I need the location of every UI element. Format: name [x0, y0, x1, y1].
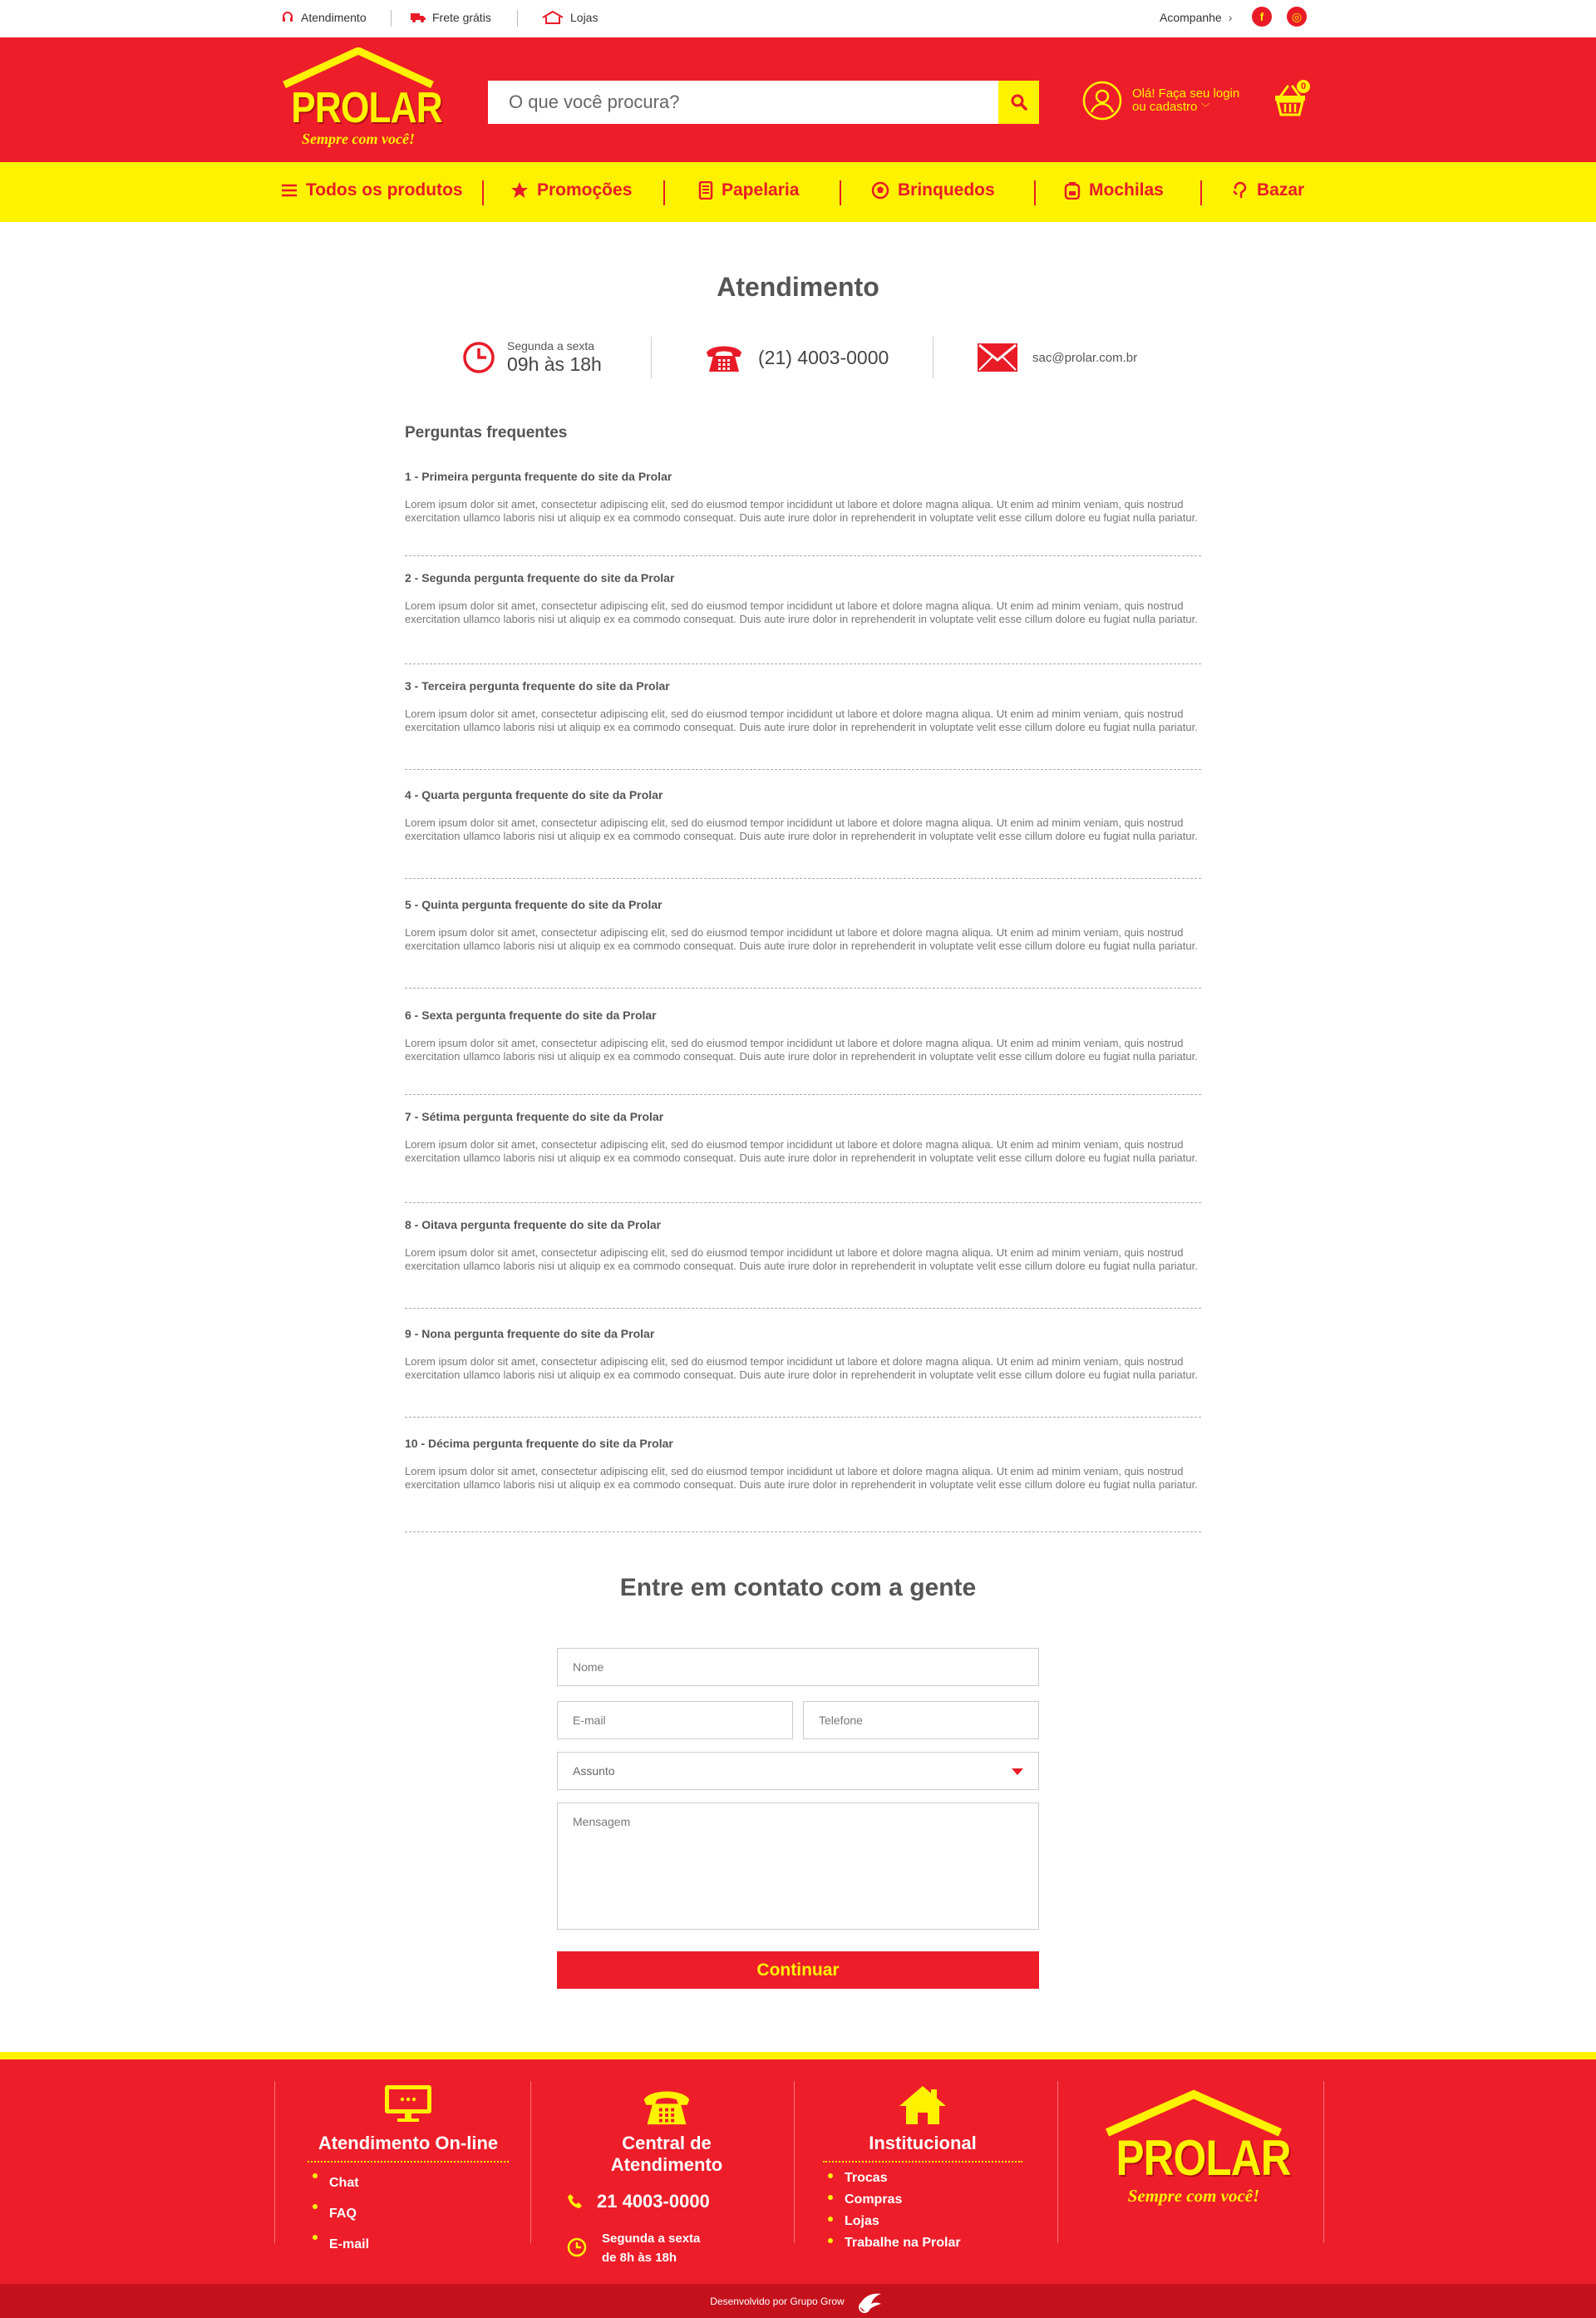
page-title: Atendimento	[717, 272, 879, 302]
faq-question: 10 - Décima pergunta frequente do site da Prolar	[405, 1437, 673, 1450]
faq-question: 4 - Quarta pergunta frequente do site da Prolar	[405, 788, 663, 801]
footer-hours-line1: Segunda a sexta	[602, 2232, 701, 2246]
search-icon	[1011, 94, 1027, 111]
divider	[517, 10, 518, 27]
credit-text: Desenvolvido por Grupo Grow	[710, 2295, 845, 2307]
faq-item[interactable]	[405, 1437, 1201, 1492]
faq-answer: Lorem ipsum dolor sit amet, consectetur adipiscing elit, sed do eiusmod tempor incididunt ut labore et dolore magna aliqua. Ut enim ad minim veniam, quis nostrud exercitation ullamco laboris nisi ut aliquip ex ea commodo consequat. Duis aute irure dolor in reprehenderit in voluptate velit esse cillum dolore eu fugiat nulla pariatur.	[405, 926, 1198, 952]
faq-question: 8 - Oitava pergunta frequente do site da Prolar	[405, 1218, 662, 1231]
home-icon	[898, 2084, 948, 2126]
nav-item-label: Bazar	[1257, 180, 1305, 200]
footer-link-label: Trocas	[845, 2171, 888, 2185]
footer-link-trabalhe[interactable]	[823, 2232, 1022, 2254]
caret-down-icon	[1012, 1768, 1023, 1775]
star-icon	[510, 181, 529, 200]
faq-answer: Lorem ipsum dolor sit amet, consectetur adipiscing elit, sed do eiusmod tempor incididunt ut labore et dolore magna aliqua. Ut enim ad minim veniam, quis nostrud exercitation ullamco laboris nisi ut aliquip ex ea commodo consequat. Duis aute irure dolor in reprehenderit in voluptate velit esse cillum dolore eu fugiat nulla pariatur.	[405, 1355, 1198, 1381]
faq-answer: Lorem ipsum dolor sit amet, consectetur adipiscing elit, sed do eiusmod tempor incididunt ut labore et dolore magna aliqua. Ut enim ad minim veniam, quis nostrud exercitation ullamco laboris nisi ut aliquip ex ea commodo consequat. Duis aute irure dolor in reprehenderit in voluptate velit esse cillum dolore eu fugiat nulla pariatur.	[405, 1037, 1198, 1063]
footer-link-label: FAQ	[329, 2207, 357, 2221]
cart-count-badge: 0	[1297, 80, 1310, 93]
bottom-bar	[0, 2284, 1596, 2318]
phone-field[interactable]	[803, 1701, 1039, 1739]
topbar-frete-label: Frete grátis	[432, 11, 491, 24]
hours-info	[462, 337, 602, 378]
chevron-down-icon: ﹀	[1200, 102, 1210, 113]
faq-answer: Lorem ipsum dolor sit amet, consectetur adipiscing elit, sed do eiusmod tempor incididunt ut labore et dolore magna aliqua. Ut enim ad minim veniam, quis nostrud exercitation ullamco laboris nisi ut aliquip ex ea commodo consequat. Duis aute irure dolor in reprehenderit in voluptate velit esse cillum dolore eu fugiat nulla pariatur.	[405, 1138, 1198, 1164]
faq-answer: Lorem ipsum dolor sit amet, consectetur adipiscing elit, sed do eiusmod tempor incididunt ut labore et dolore magna aliqua. Ut enim ad minim veniam, quis nostrud exercitation ullamco laboris nisi ut aliquip ex ea commodo consequat. Duis aute irure dolor in reprehenderit in voluptate velit esse cillum dolore eu fugiat nulla pariatur.	[405, 498, 1198, 524]
faq-item[interactable]	[405, 1110, 1201, 1165]
faq-answer: Lorem ipsum dolor sit amet, consectetur adipiscing elit, sed do eiusmod tempor incididunt ut labore et dolore magna aliqua. Ut enim ad minim veniam, quis nostrud exercitation ullamco laboris nisi ut aliquip ex ea commodo consequat. Duis aute irure dolor in reprehenderit in voluptate velit esse cillum dolore eu fugiat nulla pariatur.	[405, 1246, 1198, 1272]
search-button[interactable]	[998, 81, 1039, 124]
divider	[794, 2081, 795, 2243]
footer-link-email[interactable]	[308, 2229, 509, 2260]
top-bar	[0, 0, 1596, 37]
faq-answer: Lorem ipsum dolor sit amet, consectetur adipiscing elit, sed do eiusmod tempor incididunt ut labore et dolore magna aliqua. Ut enim ad minim veniam, quis nostrud exercitation ullamco laboris nisi ut aliquip ex ea commodo consequat. Duis aute irure dolor in reprehenderit in voluptate velit esse cillum dolore eu fugiat nulla pariatur.	[405, 599, 1198, 625]
divider	[482, 180, 484, 205]
facebook-icon[interactable]: f	[1252, 7, 1272, 27]
clock-icon	[462, 341, 495, 374]
bazar-icon	[1232, 181, 1249, 200]
footer-central-title: Central de Atendimento	[610, 2133, 723, 2175]
faq-item[interactable]	[405, 470, 1201, 525]
phone-number[interactable]: (21) 4003-0000	[758, 346, 889, 368]
headset-icon	[281, 11, 294, 24]
faq-divider	[405, 555, 1201, 556]
menu-icon	[281, 184, 298, 197]
nav-item-promocoes[interactable]	[510, 180, 632, 200]
monitor-chat-icon	[384, 2084, 432, 2123]
faq-divider	[405, 1094, 1201, 1095]
faq-item[interactable]	[405, 1327, 1201, 1382]
nav-item-bazar[interactable]	[1232, 180, 1304, 200]
footer-logo-tagline: Sempre com você!	[1127, 2186, 1260, 2206]
footer-central-column	[567, 2084, 766, 2267]
faq-divider	[405, 769, 1201, 770]
faq-title: Perguntas frequentes	[405, 424, 568, 441]
continue-button[interactable]: Continuar	[557, 1951, 1039, 1989]
notebook-icon	[698, 181, 713, 200]
faq-question: 5 - Quinta pergunta frequente do site da Prolar	[405, 898, 663, 911]
divider	[391, 10, 392, 27]
divider	[1057, 2081, 1058, 2243]
divider	[1323, 2081, 1324, 2243]
topbar-atendimento-link[interactable]	[281, 11, 367, 24]
topbar-lojas-link[interactable]	[542, 11, 598, 24]
footer-link-label: E-mail	[329, 2237, 370, 2251]
faq-divider	[405, 1308, 1201, 1309]
nav-item-brinquedos[interactable]	[871, 180, 995, 200]
faq-item[interactable]	[405, 571, 1201, 626]
footer-link-label: Lojas	[845, 2214, 879, 2228]
faq-question: 6 - Sexta pergunta frequente do site da Prolar	[405, 1009, 657, 1022]
nav-item-label: Todos os produtos	[306, 180, 463, 200]
follow-link[interactable]	[1160, 11, 1232, 24]
nav-item-mochilas[interactable]	[1064, 180, 1164, 200]
store-icon	[542, 11, 564, 24]
telephone-icon	[641, 2084, 692, 2128]
cart-button[interactable]	[1273, 83, 1308, 118]
login-line1: Olá! Faça seu login	[1132, 86, 1240, 101]
divider	[663, 180, 665, 205]
footer-link-faq[interactable]	[308, 2198, 509, 2229]
divider	[1034, 180, 1036, 205]
faq-item[interactable]	[405, 1218, 1201, 1273]
faq-item[interactable]	[405, 898, 1201, 953]
nav-item-papelaria[interactable]	[698, 180, 799, 200]
faq-question: 9 - Nona pergunta frequente do site da Prolar	[405, 1327, 655, 1340]
topbar-lojas-label: Lojas	[570, 11, 598, 24]
footer-online-column	[308, 2084, 509, 2260]
search-input[interactable]	[488, 81, 995, 124]
user-icon	[1082, 81, 1122, 121]
divider	[651, 337, 652, 378]
faq-answer: Lorem ipsum dolor sit amet, consectetur adipiscing elit, sed do eiusmod tempor incididunt ut labore et dolore magna aliqua. Ut enim ad minim veniam, quis nostrud exercitation ullamco laboris nisi ut aliquip ex ea commodo consequat. Duis aute irure dolor in reprehenderit in voluptate velit esse cillum dolore eu fugiat nulla pariatur.	[405, 816, 1198, 842]
chevron-right-icon: ›	[1228, 11, 1233, 24]
faq-question: 3 - Terceira pergunta frequente do site da Prolar	[405, 679, 670, 693]
footer-link-lojas[interactable]	[823, 2211, 1022, 2232]
footer-stripe	[0, 2052, 1596, 2059]
faq-divider	[405, 988, 1201, 989]
faq-item[interactable]	[405, 679, 1201, 734]
faq-answer: Lorem ipsum dolor sit amet, consectetur adipiscing elit, sed do eiusmod tempor incididunt ut labore et dolore magna aliqua. Ut enim ad minim veniam, quis nostrud exercitation ullamco laboris nisi ut aliquip ex ea commodo consequat. Duis aute irure dolor in reprehenderit in voluptate velit esse cillum dolore eu fugiat nulla pariatur.	[405, 708, 1198, 733]
footer-institutional-column	[823, 2084, 1022, 2254]
footer-link-compras[interactable]	[823, 2189, 1022, 2211]
nav-item-todos[interactable]	[281, 180, 463, 200]
footer-phone[interactable]: 21 4003-0000	[597, 2191, 710, 2212]
faq-answer: Lorem ipsum dolor sit amet, consectetur adipiscing elit, sed do eiusmod tempor incididunt ut labore et dolore magna aliqua. Ut enim ad minim veniam, quis nostrud exercitation ullamco laboris nisi ut aliquip ex ea commodo consequat. Duis aute irure dolor in reprehenderit in voluptate velit esse cillum dolore eu fugiat nulla pariatur.	[405, 1465, 1198, 1491]
nav-item-label: Mochilas	[1089, 180, 1164, 200]
email-address[interactable]: sac@prolar.com.br	[1032, 350, 1138, 365]
search-bar	[488, 81, 1039, 124]
footer-hours-line2: de 8h às 18h	[602, 2251, 677, 2265]
topbar-atendimento-label: Atendimento	[301, 11, 367, 24]
ball-icon	[871, 181, 889, 200]
nav-item-label: Brinquedos	[898, 180, 995, 200]
clock-icon	[567, 2237, 587, 2257]
footer-link-trocas[interactable]	[823, 2168, 1022, 2189]
divider	[530, 2081, 531, 2243]
prolar-logo[interactable]	[279, 47, 442, 151]
faq-divider	[405, 663, 1201, 664]
footer-link-label: Trabalhe na Prolar	[845, 2236, 961, 2250]
hours-label: Segunda a sexta	[507, 339, 595, 353]
faq-question: 1 - Primeira pergunta frequente do site da Prolar	[405, 470, 672, 483]
subject-select[interactable]	[557, 1752, 1039, 1790]
name-field[interactable]	[557, 1648, 1039, 1686]
divider	[840, 180, 841, 205]
follow-label: Acompanhe	[1160, 11, 1222, 24]
email-field[interactable]	[557, 1701, 793, 1739]
faq-question: 2 - Segunda pergunta frequente do site da Prolar	[405, 571, 675, 584]
footer-online-title: Atendimento On-line	[308, 2133, 509, 2163]
truck-icon	[411, 12, 426, 23]
faq-divider	[405, 878, 1201, 879]
subject-value: Assunto	[573, 1764, 615, 1778]
mail-icon	[978, 343, 1017, 372]
faq-item[interactable]	[405, 1009, 1201, 1063]
login-line2: ou cadastro	[1132, 99, 1198, 114]
footer-logo-text: PROLAR	[1116, 2130, 1291, 2186]
faq-question: 7 - Sétima pergunta frequente do site da Prolar	[405, 1110, 664, 1123]
footer-institutional-title: Institucional	[823, 2133, 1022, 2163]
message-field[interactable]	[557, 1803, 1039, 1930]
logo-tagline: Sempre com você!	[302, 131, 415, 147]
header	[0, 37, 1596, 162]
instagram-icon[interactable]: ◎	[1287, 7, 1307, 27]
email-info	[978, 337, 1137, 378]
footer-link-label: Compras	[845, 2192, 903, 2207]
nav-item-label: Promoções	[537, 180, 633, 200]
divider	[274, 2081, 275, 2243]
faq-divider	[405, 1417, 1201, 1418]
phone-handset-icon	[567, 2193, 584, 2210]
backpack-icon	[1064, 181, 1081, 200]
grow-logo-icon[interactable]	[853, 2289, 886, 2314]
nav-item-label: Papelaria	[722, 180, 800, 200]
topbar-frete-link[interactable]	[411, 11, 491, 24]
main-nav	[0, 162, 1596, 222]
footer-link-label: Chat	[329, 2176, 359, 2190]
divider	[1200, 180, 1202, 205]
logo-text: PROLAR	[291, 84, 442, 132]
faq-divider	[405, 1531, 1201, 1532]
contact-title: Entre em contato com a gente	[619, 1574, 977, 1601]
login-link[interactable]	[1082, 81, 1239, 121]
phone-icon	[705, 341, 743, 374]
footer	[0, 2059, 1596, 2284]
footer-link-chat[interactable]	[308, 2168, 509, 2198]
footer-logo[interactable]	[1102, 2089, 1291, 2214]
faq-divider	[405, 1202, 1201, 1203]
faq-item[interactable]	[405, 788, 1201, 843]
hours-value: 09h às 18h	[507, 353, 602, 375]
phone-info	[705, 337, 889, 378]
